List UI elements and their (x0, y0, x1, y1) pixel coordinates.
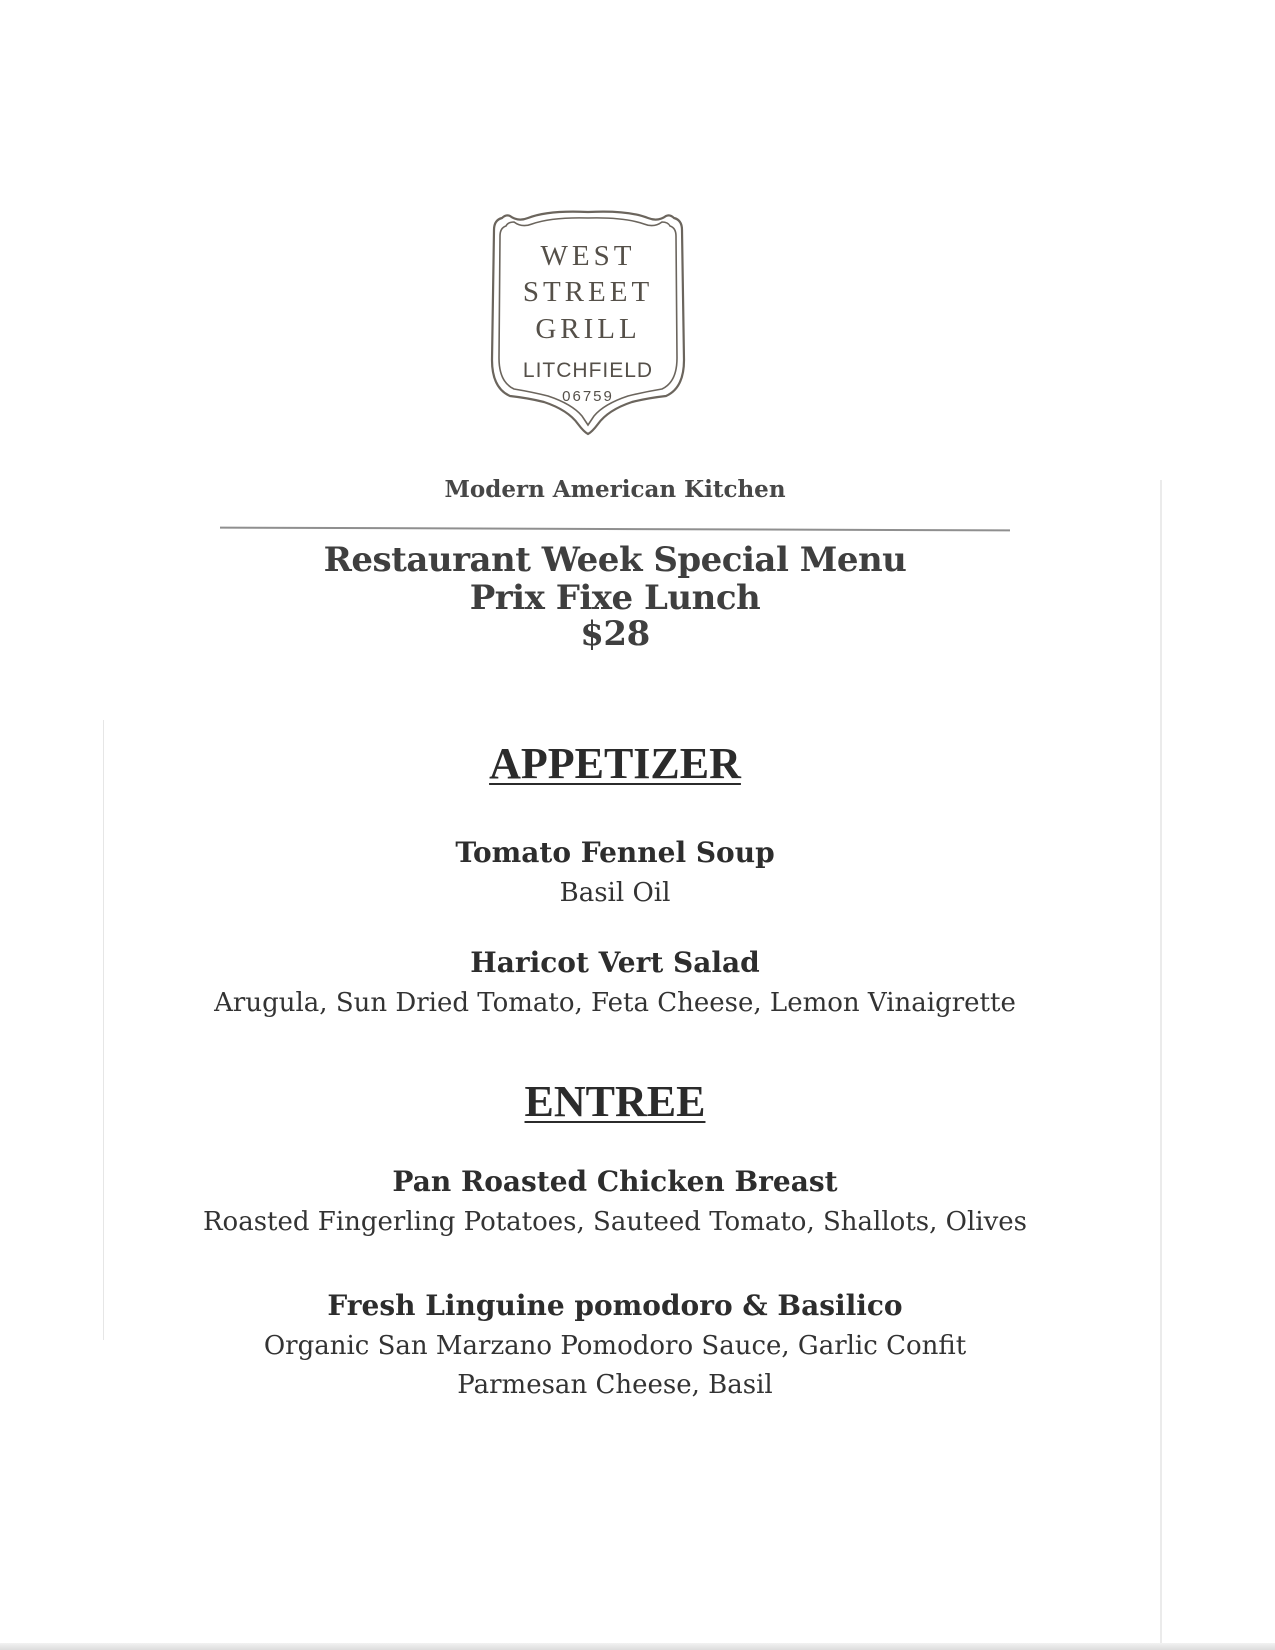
logo-text-street: STREET (522, 276, 654, 308)
section-heading-entree: ENTREE (524, 1077, 706, 1126)
dish-name: Tomato Fennel Soup (455, 836, 775, 869)
tagline: Modern American Kitchen (444, 476, 786, 503)
dish-name: Fresh Linguine pomodoro & Basilico (327, 1289, 903, 1322)
paper-edge-left (103, 720, 104, 1340)
logo-text-town: LITCHFIELD (522, 359, 654, 382)
menu-price: $28 (580, 614, 650, 654)
menu-title: Restaurant Week Special Menu (323, 540, 907, 580)
paper-edge-right (1160, 480, 1162, 1650)
logo-text-grill: GRILL (535, 313, 641, 345)
section-heading-appetizer: APPETIZER (489, 739, 741, 788)
dish-description-continued: Parmesan Cheese, Basil (457, 1370, 773, 1400)
dish-description: Basil Oil (559, 878, 671, 908)
dish-description: Roasted Fingerling Potatoes, Sauteed Tomato, Shallots, Olives (202, 1207, 1028, 1237)
dish-description: Organic San Marzano Pomodoro Sauce, Garlic Confit (263, 1331, 967, 1361)
dish-name: Pan Roasted Chicken Breast (392, 1165, 838, 1198)
logo-text-zip: 06759 (562, 388, 614, 405)
dish-name: Haricot Vert Salad (470, 946, 760, 979)
restaurant-logo-crest (488, 210, 688, 442)
menu-subtitle: Prix Fixe Lunch (469, 578, 761, 618)
dish-description: Arugula, Sun Dried Tomato, Feta Cheese, Lemon Vinaigrette (214, 988, 1016, 1018)
paper-edge-bottom (0, 1643, 1275, 1650)
logo-text-west: WEST (540, 240, 636, 272)
divider-rule (220, 527, 1010, 532)
